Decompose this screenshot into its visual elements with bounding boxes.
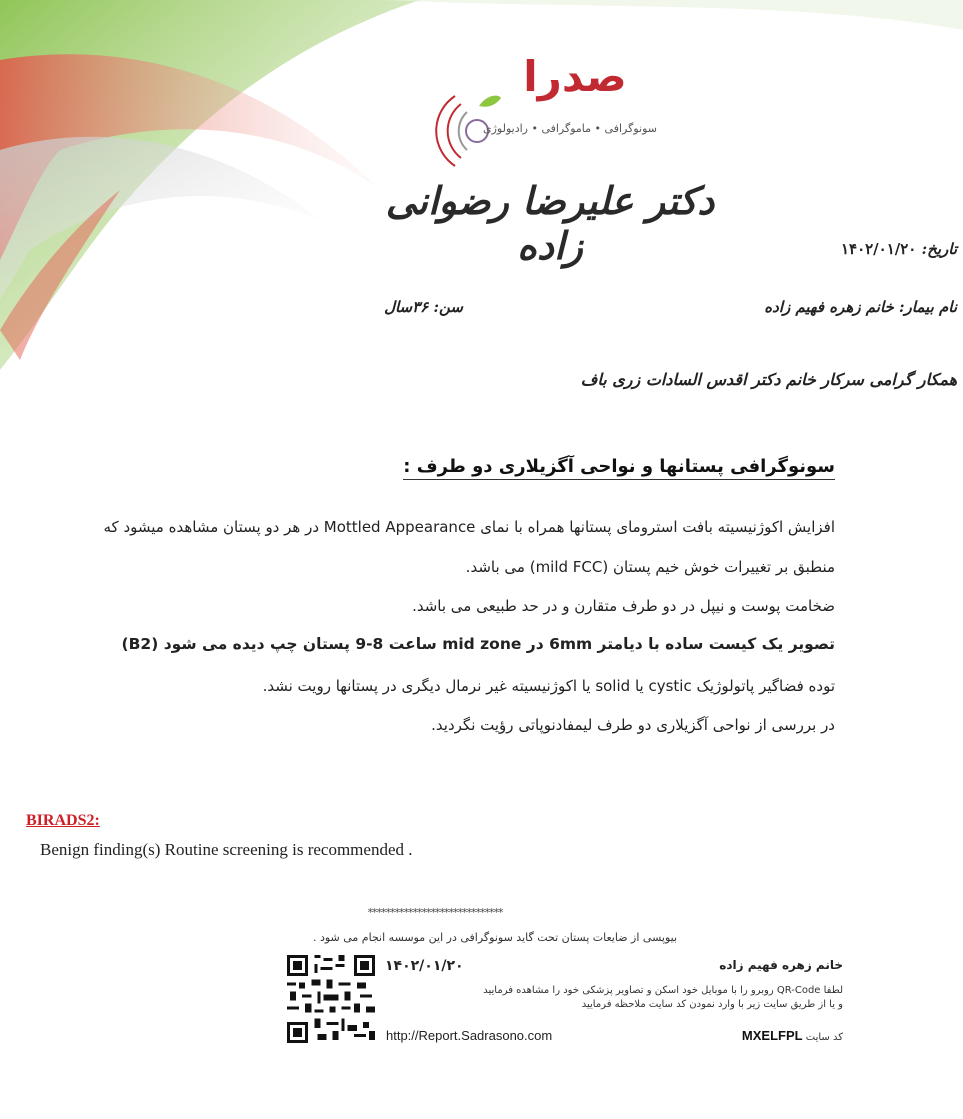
site-code-label: کد سایت [805,1032,843,1043]
birads-label: BIRADS2: [26,812,100,829]
doctor-name: دکتر علیرضا رضوانی زاده [385,178,715,268]
date-value: ۱۴۰۲/۰۱/۲۰ [840,240,917,258]
patient-field [764,298,957,316]
report-site-link[interactable]: http://Report.Sadrasono.com [386,1028,553,1043]
instructions-line-2: و یا از طریق سایت زیر با وارد نمودن کد سایت ملاحظه فرمایید [581,999,843,1010]
footer-separator: ****************************** [367,906,503,919]
report-line-1: افزایش اکوژنیسیته بافت استرومای پستانها همراه با نمای Mottled Appearance در هر دو پستان مشاهده میشود که [103,518,835,536]
brand-subtitle: سونوگرافی • ماموگرافی • رادیولوژی [483,122,657,135]
footer-date: ۱۴۰۲/۰۱/۲۰ [385,958,464,974]
site-code-value: MXELFPL [741,1028,803,1043]
report-line-5: توده فضاگیر پاتولوژیک cystic یا solid یا اکوژنیسیته غیر نرمال دیگری در پستانها رویت نشد. [262,677,835,695]
report-line-3: ضخامت پوست و نیپل در دو طرف متقارن و در حد طبیعی می باشد. [412,597,835,615]
brand-name: صدرا [523,52,627,101]
age-field [384,298,463,316]
age-label: سن: [433,298,463,316]
footer-patient-name: خانم زهره فهیم زاده [719,958,843,972]
referral-line: همکار گرامی سرکار خانم دکتر اقدس السادات زری باف [580,370,957,389]
report-line-6: در بررسی از نواحی آگزیلاری دو طرف لیمفادنوپاتی رؤیت نگردید. [431,716,835,734]
footer-biopsy-note: بیوپسی از ضایعات پستان تحت گاید سونوگرافی در این موسسه انجام می شود . [312,931,678,944]
qr-code-icon[interactable] [287,955,375,1043]
report-title: سونوگرافی پستانها و نواحی آگزیلاری دو طرف : [403,456,835,480]
report-line-2: منطبق بر تغییرات خوش خیم پستان (mild FCC) می باشد. [465,558,835,576]
age-value: ۳۶سال [384,298,429,316]
birads-recommendation: Benign finding(s) Routine screening is recommended . [40,840,413,859]
report-line-4: تصویر یک کیست ساده با دیامتر 6mm در mid zone ساعت 8-9 پستان چپ دیده می شود (B2) [121,635,835,653]
date-field [841,240,957,258]
site-code [736,1028,843,1043]
patient-label: نام بیمار: [899,298,957,316]
instructions-line-1: لطفا QR-Code روبرو را با موبایل خود اسکن و تصاویر پزشکی خود را مشاهده فرمایید [483,985,843,996]
footer-instructions [423,984,843,1012]
date-label: تاریخ: [921,240,957,258]
patient-name: خانم زهره فهیم زاده [764,298,894,316]
